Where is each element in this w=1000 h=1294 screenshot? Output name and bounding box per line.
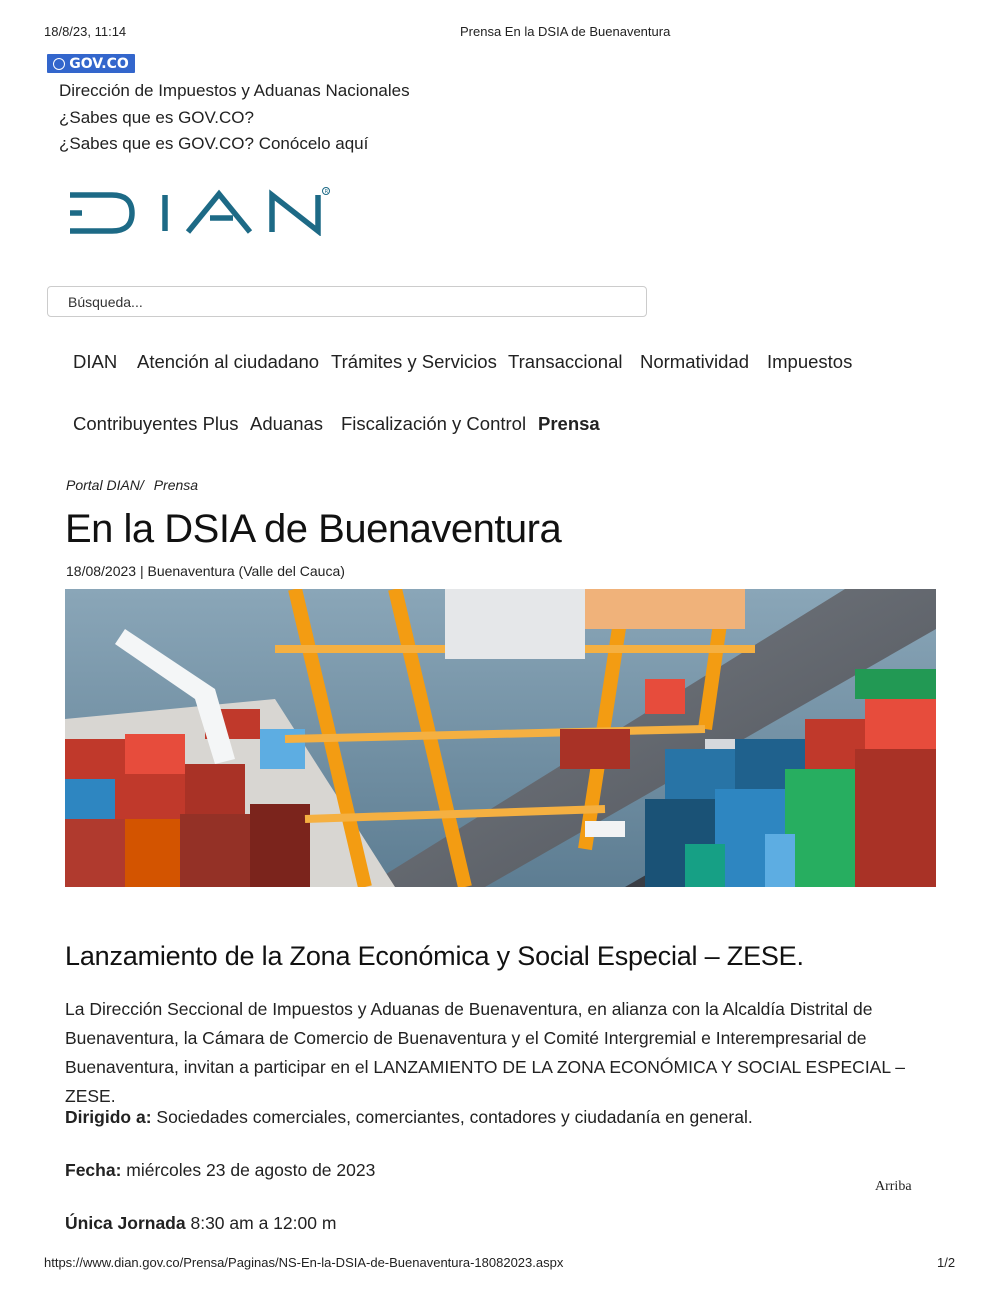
govco-entity-name: Dirección de Impuestos y Aduanas Nacionales <box>59 81 410 100</box>
breadcrumb-current: Prensa <box>153 477 199 493</box>
nav-aduanas[interactable]: Aduanas <box>250 413 324 434</box>
govco-about-link[interactable]: ¿Sabes que es GOV.CO? <box>59 108 254 127</box>
svg-text:R: R <box>324 189 329 195</box>
nav-contribuyentes-plus[interactable]: Contribuyentes Plus <box>73 413 239 434</box>
print-page-number: 1/2 <box>937 1255 956 1270</box>
nav-atencion-ciudadano[interactable]: Atención al ciudadano <box>137 351 320 372</box>
nav-tramites-servicios[interactable]: Trámites y Servicios <box>331 351 497 372</box>
nav-transaccional[interactable]: Transaccional <box>508 351 623 372</box>
field-dirigido-label: Dirigido a: <box>65 1107 152 1127</box>
article-paragraph: La Dirección Seccional de Impuestos y Aduanas de Buenaventura, en alianza con la Alcaldía Distrital de Buenaventura, la Cámara de Comercio de Buenaventura y el Comité Intergremial e Interempresarial de Buenaventura, invitan a participar en el LANZAMIENTO DE LA ZONA ECONÓMICA Y SOCIAL ESPECIAL – ZESE. <box>65 999 906 1106</box>
govco-seal-icon <box>53 58 65 70</box>
field-fecha-value: miércoles 23 de agosto de 2023 <box>121 1160 376 1180</box>
hero-image-port <box>65 589 936 887</box>
article-subtitle: Lanzamiento de la Zona Económica y Social Especial – ZESE. <box>65 941 804 971</box>
nav-normatividad[interactable]: Normatividad <box>640 351 749 372</box>
field-dirigido-value: Sociedades comerciales, comerciantes, contadores y ciudadanía en general. <box>151 1107 753 1127</box>
nav-impuestos[interactable]: Impuestos <box>767 351 853 372</box>
print-url: https://www.dian.gov.co/Prensa/Paginas/NS-En-la-DSIA-de-Buenaventura-18082023.aspx <box>44 1255 564 1270</box>
field-jornada-value: 8:30 am a 12:00 m <box>185 1213 337 1233</box>
breadcrumb-home[interactable]: Portal DIAN/ <box>66 477 144 493</box>
field-dirigido <box>65 1107 753 1128</box>
govco-logo-text: GOV.CO <box>69 55 129 72</box>
nav-prensa-active[interactable]: Prensa <box>538 413 600 434</box>
nav-dian[interactable]: DIAN <box>73 351 118 372</box>
field-jornada <box>65 1213 336 1234</box>
breadcrumb <box>66 477 198 493</box>
field-fecha-label: Fecha: <box>65 1160 122 1180</box>
article-meta: 18/08/2023 | Buenaventura (Valle del Cauca) <box>66 563 345 579</box>
govco-logo[interactable] <box>47 54 135 73</box>
field-fecha <box>65 1160 375 1181</box>
field-jornada-label: Única Jornada <box>65 1213 186 1233</box>
back-to-top-link[interactable]: Arriba <box>875 1179 912 1194</box>
article-title: En la DSIA de Buenaventura <box>65 507 562 551</box>
print-page-title: Prensa En la DSIA de Buenaventura <box>460 24 671 39</box>
search-box <box>47 286 647 317</box>
govco-learn-more-link[interactable]: ¿Sabes que es GOV.CO? Conócelo aquí <box>59 134 369 153</box>
print-datetime: 18/8/23, 11:14 <box>44 24 127 39</box>
search-input[interactable] <box>48 287 646 316</box>
nav-fiscalizacion-control[interactable]: Fiscalización y Control <box>341 413 527 434</box>
dian-logo[interactable] <box>68 186 333 236</box>
